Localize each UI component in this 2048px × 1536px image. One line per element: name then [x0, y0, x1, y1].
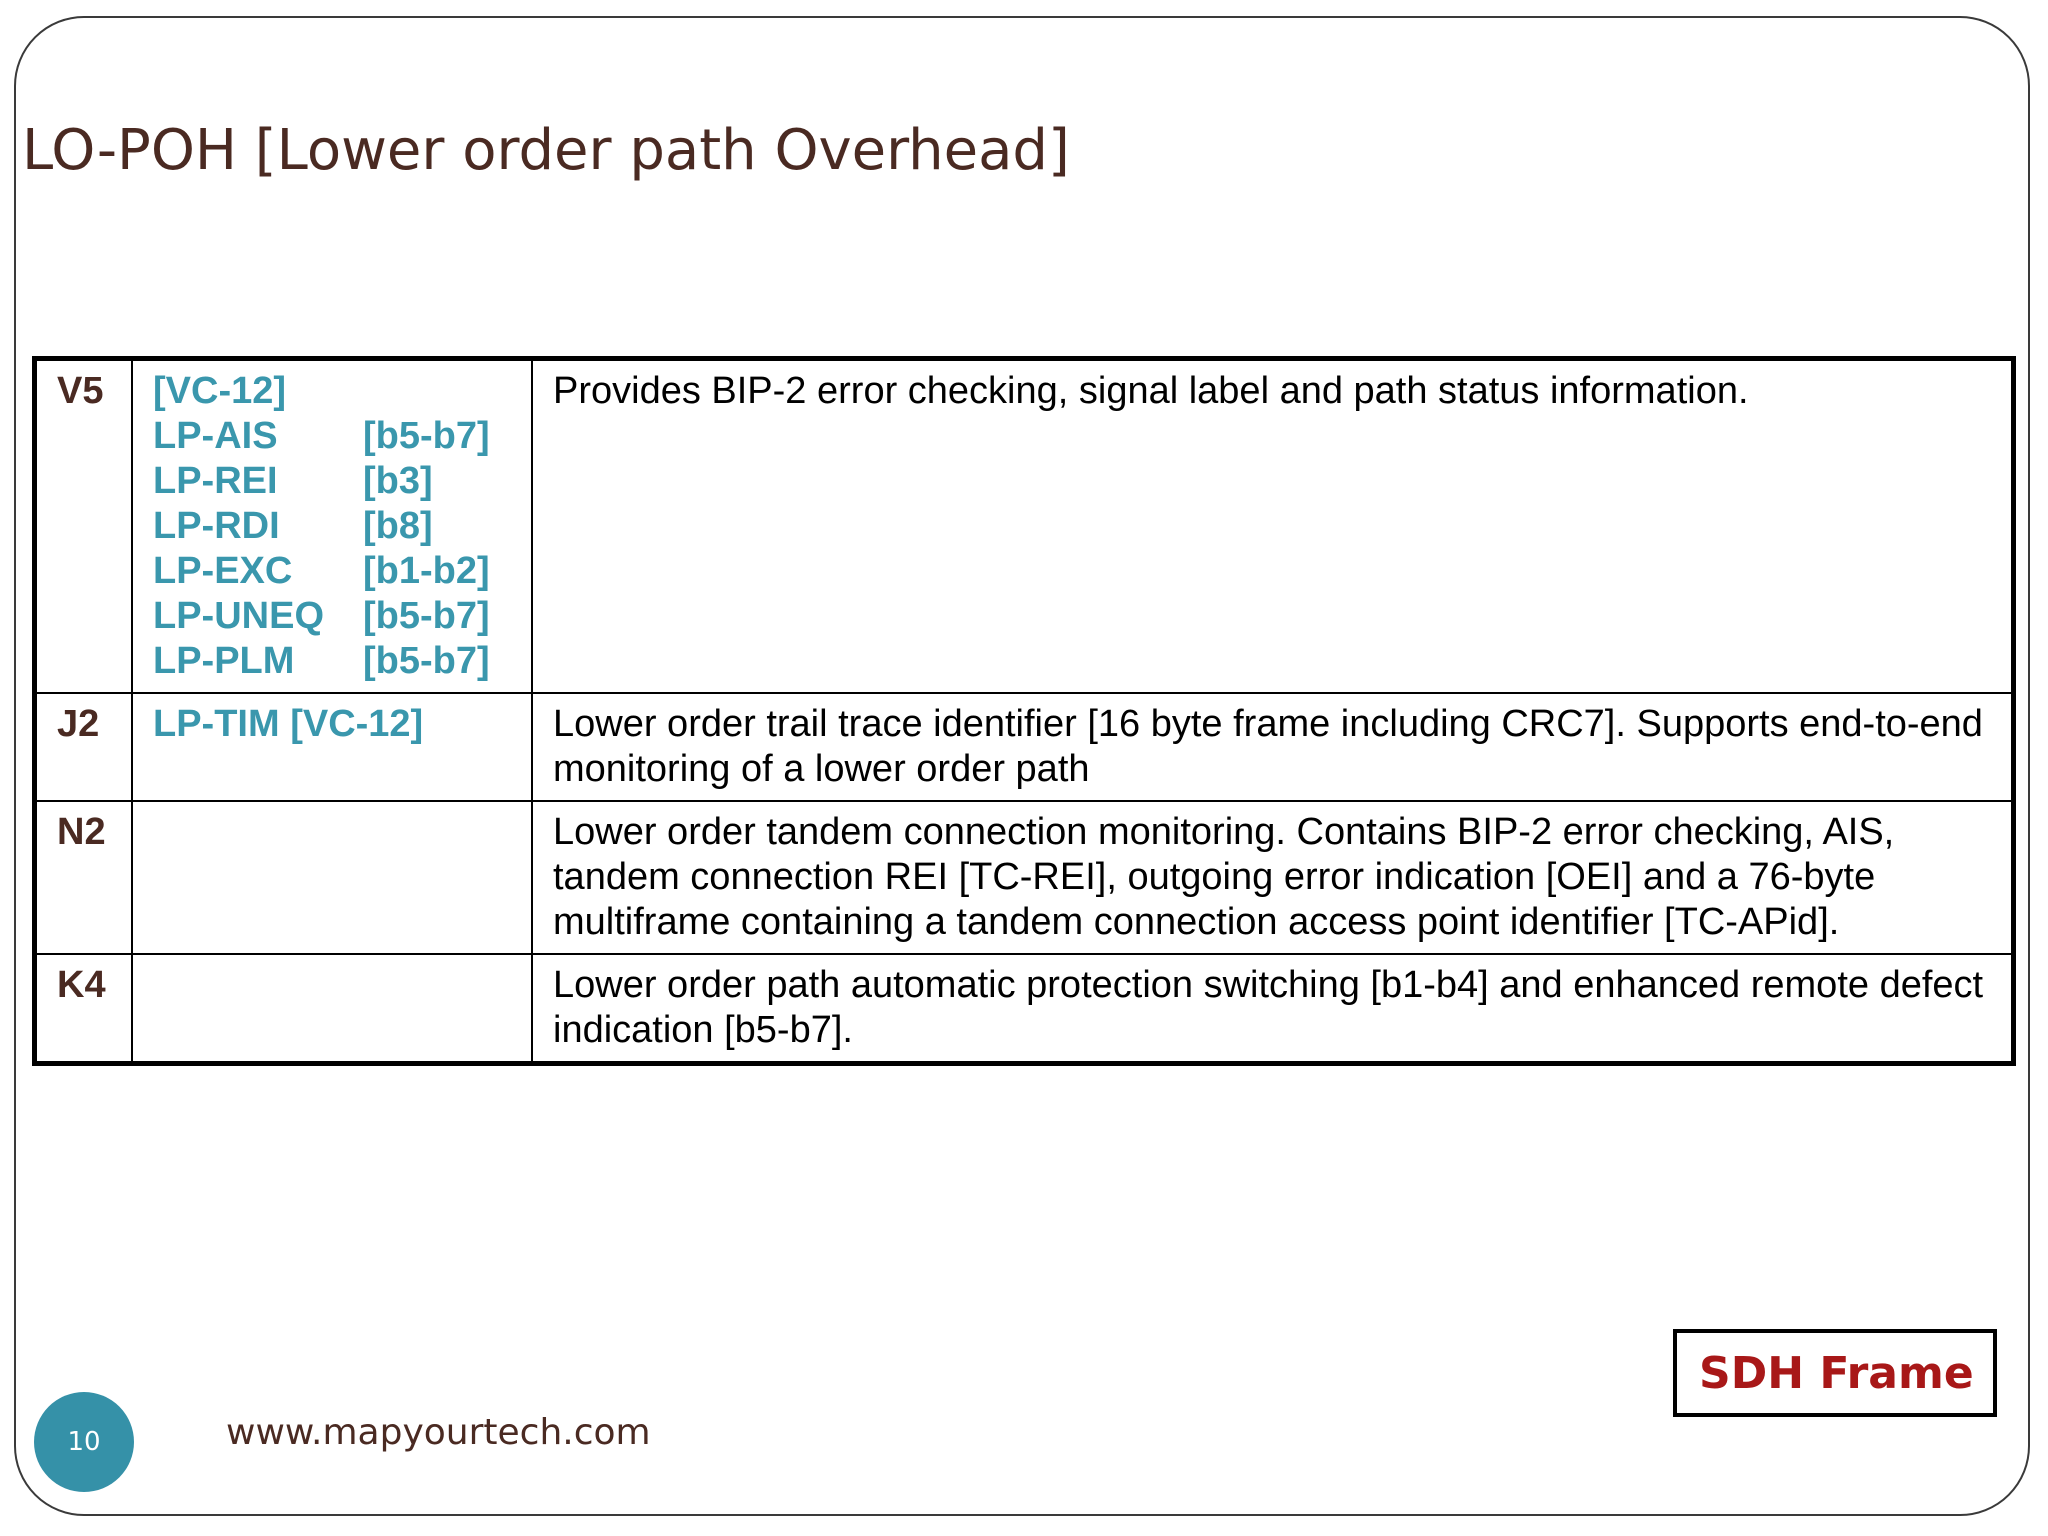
alarm-name: LP-EXC [153, 550, 293, 592]
table-row [35, 359, 2014, 694]
alarm-name: LP-REI [153, 460, 278, 502]
alarm-name: LP-UNEQ [153, 595, 324, 637]
alarm-name: LP-PLM [153, 640, 295, 682]
poh-table [32, 356, 2016, 1066]
alarm-item [153, 594, 511, 639]
byte-label: J2 [35, 693, 133, 801]
alarm-cell [132, 954, 532, 1064]
byte-label: K4 [35, 954, 133, 1064]
page-number-badge: 10 [34, 1392, 134, 1492]
website-footer: www.mapyourtech.com [226, 1412, 651, 1453]
alarm-bits: [b3] [363, 460, 433, 502]
table-row [35, 693, 2014, 801]
mid-header: [VC-12] [153, 370, 287, 412]
alarm-name: LP-AIS [153, 415, 278, 457]
table-row [35, 801, 2014, 954]
alarm-bits: [b5-b7] [363, 640, 490, 682]
alarm-item [153, 504, 511, 549]
alarm-cell [132, 801, 532, 954]
alarm-cell: LP-TIM [VC-12] [132, 693, 532, 801]
table-row [35, 954, 2014, 1064]
description-cell: Lower order trail trace identifier [16 byte frame including CRC7]. Supports end-to-end monitoring of a lower order path [532, 693, 2014, 801]
alarm-item [153, 549, 511, 594]
description-cell: Provides BIP-2 error checking, signal label and path status information. [532, 359, 2014, 694]
alarm-item [153, 639, 511, 684]
alarm-cell [132, 359, 532, 694]
alarm-bits: [b1-b2] [363, 550, 490, 592]
alarm-bits: [b8] [363, 505, 433, 547]
alarm-item [153, 459, 511, 504]
byte-label: V5 [35, 359, 133, 694]
sdh-frame-badge: SDH Frame [1673, 1329, 1997, 1417]
alarm-bits: [b5-b7] [363, 415, 490, 457]
alarm-item [153, 414, 511, 459]
slide-title: LO-POH [Lower order path Overhead] [22, 118, 1070, 183]
description-cell: Lower order tandem connection monitoring. Contains BIP-2 error checking, AIS, tandem connection REI [TC-REI], outgoing error indication [OEI] and a 76-byte multiframe containing a tandem connection access point identifier [TC-APid]. [532, 801, 2014, 954]
alarm-name: LP-RDI [153, 505, 280, 547]
description-cell: Lower order path automatic protection switching [b1-b4] and enhanced remote defect indication [b5-b7]. [532, 954, 2014, 1064]
byte-label: N2 [35, 801, 133, 954]
alarm-bits: [b5-b7] [363, 595, 490, 637]
